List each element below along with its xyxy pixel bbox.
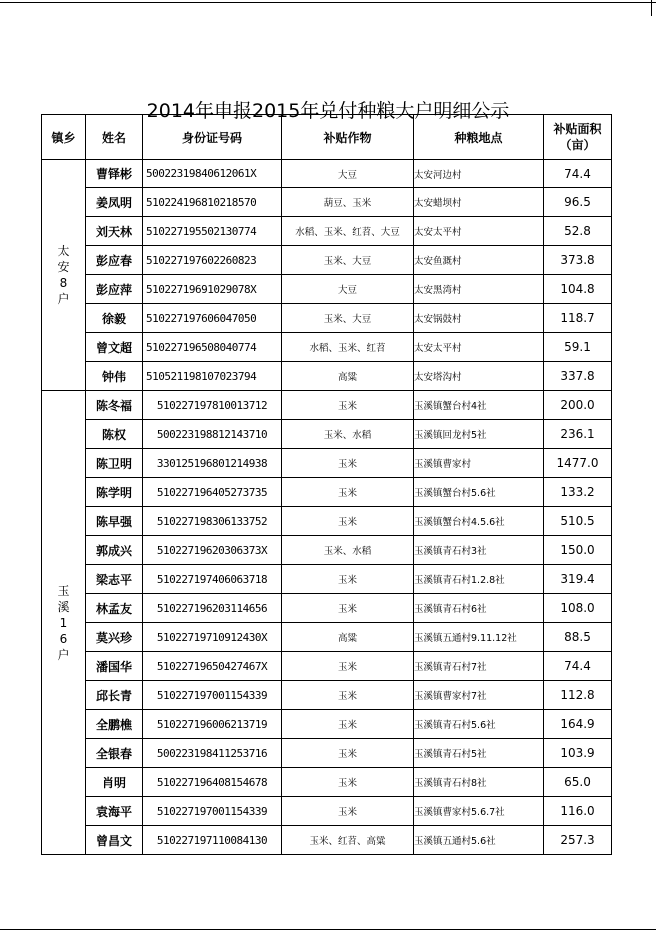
id-cell: 51022719650427467X xyxy=(143,652,282,681)
col-header-id: 身份证号码 xyxy=(143,115,282,160)
place-cell: 太安太平村 xyxy=(414,217,544,246)
place-cell: 玉溪镇青石村6社 xyxy=(414,594,544,623)
table-row xyxy=(42,594,612,623)
area-cell: 1477.0 xyxy=(544,449,612,478)
id-cell: 51022719620306373X xyxy=(143,536,282,565)
id-cell: 51022719691029078X xyxy=(143,275,282,304)
area-cell: 337.8 xyxy=(544,362,612,391)
table-row xyxy=(42,536,612,565)
id-cell: 510227196006213719 xyxy=(143,710,282,739)
crop-cell: 玉米 xyxy=(282,391,414,420)
subsidy-table xyxy=(41,114,612,855)
place-cell: 玉溪镇青石村8社 xyxy=(414,768,544,797)
page-title: 2014年申报2015年兑付种粮大户明细公示 xyxy=(146,99,510,122)
place-cell: 太安塔沟村 xyxy=(414,362,544,391)
table-row xyxy=(42,623,612,652)
id-cell: 510224196810218570 xyxy=(143,188,282,217)
name-cell: 陈早强 xyxy=(86,507,143,536)
header-row xyxy=(42,115,612,160)
id-cell: 510521198107023794 xyxy=(143,362,282,391)
id-cell: 510227197001154339 xyxy=(143,797,282,826)
table-row xyxy=(42,797,612,826)
col-header-area: 补贴面积（亩） xyxy=(544,115,612,160)
id-cell: 510227197606047050 xyxy=(143,304,282,333)
name-cell: 全鹏樵 xyxy=(86,710,143,739)
crop-cell: 玉米 xyxy=(282,797,414,826)
place-cell: 玉溪镇蟹台村4社 xyxy=(414,391,544,420)
area-cell: 164.9 xyxy=(544,710,612,739)
table-row xyxy=(42,652,612,681)
area-cell: 319.4 xyxy=(544,565,612,594)
town-cell xyxy=(42,160,86,391)
col-header-place: 种粮地点 xyxy=(414,115,544,160)
town-label: 玉溪16户 xyxy=(57,583,70,662)
name-cell: 肖明 xyxy=(86,768,143,797)
place-cell: 太安蜡坝村 xyxy=(414,188,544,217)
area-cell: 236.1 xyxy=(544,420,612,449)
name-cell: 曹铎彬 xyxy=(86,160,143,188)
id-cell: 510227197602260823 xyxy=(143,246,282,275)
place-cell: 玉溪镇蟹台村4.5.6社 xyxy=(414,507,544,536)
name-cell: 曾文超 xyxy=(86,333,143,362)
id-cell: 330125196801214938 xyxy=(143,449,282,478)
name-cell: 刘天林 xyxy=(86,217,143,246)
id-cell: 510227197110084130 xyxy=(143,826,282,855)
crop-cell: 玉米、水稻 xyxy=(282,420,414,449)
table-row xyxy=(42,565,612,594)
place-cell: 玉溪镇回龙村5社 xyxy=(414,420,544,449)
area-cell: 74.4 xyxy=(544,160,612,188)
name-cell: 钟伟 xyxy=(86,362,143,391)
area-cell: 133.2 xyxy=(544,478,612,507)
corner-mark xyxy=(651,0,652,16)
id-cell: 510227198306133752 xyxy=(143,507,282,536)
area-cell: 373.8 xyxy=(544,246,612,275)
place-cell: 玉溪镇青石村7社 xyxy=(414,652,544,681)
name-cell: 梁志平 xyxy=(86,565,143,594)
table-row xyxy=(42,275,612,304)
crop-cell: 玉米 xyxy=(282,768,414,797)
id-cell: 510227196203114656 xyxy=(143,594,282,623)
name-cell: 袁海平 xyxy=(86,797,143,826)
id-cell: 510227197810013712 xyxy=(143,391,282,420)
table-row xyxy=(42,160,612,188)
id-cell: 510227196408154678 xyxy=(143,768,282,797)
col-header-town: 镇乡 xyxy=(42,115,86,160)
name-cell: 潘国华 xyxy=(86,652,143,681)
area-cell: 150.0 xyxy=(544,536,612,565)
name-cell: 莫兴珍 xyxy=(86,623,143,652)
area-cell: 510.5 xyxy=(544,507,612,536)
crop-cell: 玉米 xyxy=(282,681,414,710)
place-cell: 玉溪镇五通村9.11.12社 xyxy=(414,623,544,652)
area-cell: 104.8 xyxy=(544,275,612,304)
place-cell: 玉溪镇青石村5.6社 xyxy=(414,710,544,739)
crop-cell: 水稻、玉米、红苕 xyxy=(282,333,414,362)
name-cell: 陈卫明 xyxy=(86,449,143,478)
place-cell: 玉溪镇曹家村7社 xyxy=(414,681,544,710)
area-cell: 88.5 xyxy=(544,623,612,652)
name-cell: 姜凤明 xyxy=(86,188,143,217)
name-cell: 彭应萍 xyxy=(86,275,143,304)
table-row xyxy=(42,478,612,507)
col-header-crop: 补贴作物 xyxy=(282,115,414,160)
place-cell: 太安锅鼓村 xyxy=(414,304,544,333)
name-cell: 曾昌文 xyxy=(86,826,143,855)
table-row xyxy=(42,420,612,449)
town-cell xyxy=(42,391,86,855)
table-body xyxy=(42,160,612,855)
area-cell: 65.0 xyxy=(544,768,612,797)
crop-cell: 玉米、红苕、高粱 xyxy=(282,826,414,855)
table-row xyxy=(42,391,612,420)
table-row xyxy=(42,217,612,246)
area-cell: 103.9 xyxy=(544,739,612,768)
place-cell: 太安黑湾村 xyxy=(414,275,544,304)
id-cell: 510227196508040774 xyxy=(143,333,282,362)
area-cell: 118.7 xyxy=(544,304,612,333)
area-cell: 52.8 xyxy=(544,217,612,246)
col-header-name: 姓名 xyxy=(86,115,143,160)
table-row xyxy=(42,304,612,333)
area-cell: 200.0 xyxy=(544,391,612,420)
id-cell: 510227196405273735 xyxy=(143,478,282,507)
area-cell: 74.4 xyxy=(544,652,612,681)
top-border-line xyxy=(0,2,656,3)
table-row xyxy=(42,826,612,855)
crop-cell: 玉米、水稻 xyxy=(282,536,414,565)
table-row xyxy=(42,768,612,797)
place-cell: 玉溪镇蟹台村5.6社 xyxy=(414,478,544,507)
id-cell: 50022319840612061X xyxy=(143,160,282,188)
crop-cell: 玉米 xyxy=(282,507,414,536)
crop-cell: 玉米 xyxy=(282,478,414,507)
name-cell: 徐毅 xyxy=(86,304,143,333)
name-cell: 彭应春 xyxy=(86,246,143,275)
crop-cell: 玉米 xyxy=(282,652,414,681)
place-cell: 太安河边村 xyxy=(414,160,544,188)
id-cell: 510227197406063718 xyxy=(143,565,282,594)
id-cell: 510227197001154339 xyxy=(143,681,282,710)
place-cell: 玉溪镇曹家村 xyxy=(414,449,544,478)
crop-cell: 水稻、玉米、红苕、大豆 xyxy=(282,217,414,246)
name-cell: 郭成兴 xyxy=(86,536,143,565)
table-row xyxy=(42,681,612,710)
table-row xyxy=(42,188,612,217)
name-cell: 全银春 xyxy=(86,739,143,768)
town-label: 太安8户 xyxy=(57,244,70,306)
crop-cell: 玉米、大豆 xyxy=(282,304,414,333)
crop-cell: 玉米 xyxy=(282,449,414,478)
place-cell: 玉溪镇青石村3社 xyxy=(414,536,544,565)
name-cell: 陈权 xyxy=(86,420,143,449)
area-cell: 96.5 xyxy=(544,188,612,217)
crop-cell: 玉米 xyxy=(282,594,414,623)
area-cell: 108.0 xyxy=(544,594,612,623)
table-row xyxy=(42,333,612,362)
bottom-border-line xyxy=(0,929,656,930)
crop-cell: 葫豆、玉米 xyxy=(282,188,414,217)
table-row xyxy=(42,362,612,391)
id-cell: 51022719710912430X xyxy=(143,623,282,652)
name-cell: 陈学明 xyxy=(86,478,143,507)
id-cell: 500223198411253716 xyxy=(143,739,282,768)
table-row xyxy=(42,507,612,536)
place-cell: 玉溪镇五通村5.6社 xyxy=(414,826,544,855)
id-cell: 510227195502130774 xyxy=(143,217,282,246)
place-cell: 玉溪镇青石村5社 xyxy=(414,739,544,768)
crop-cell: 大豆 xyxy=(282,160,414,188)
name-cell: 陈冬福 xyxy=(86,391,143,420)
area-cell: 257.3 xyxy=(544,826,612,855)
table-row xyxy=(42,739,612,768)
place-cell: 玉溪镇曹家村5.6.7社 xyxy=(414,797,544,826)
id-cell: 500223198812143710 xyxy=(143,420,282,449)
area-cell: 116.0 xyxy=(544,797,612,826)
table-row xyxy=(42,710,612,739)
crop-cell: 玉米 xyxy=(282,710,414,739)
table-row xyxy=(42,246,612,275)
place-cell: 玉溪镇青石村1.2.8社 xyxy=(414,565,544,594)
crop-cell: 玉米 xyxy=(282,739,414,768)
name-cell: 邱长青 xyxy=(86,681,143,710)
crop-cell: 高粱 xyxy=(282,362,414,391)
crop-cell: 玉米、大豆 xyxy=(282,246,414,275)
table-row xyxy=(42,449,612,478)
crop-cell: 玉米 xyxy=(282,565,414,594)
place-cell: 太安鱼溉村 xyxy=(414,246,544,275)
place-cell: 太安太平村 xyxy=(414,333,544,362)
name-cell: 林孟友 xyxy=(86,594,143,623)
area-cell: 112.8 xyxy=(544,681,612,710)
crop-cell: 大豆 xyxy=(282,275,414,304)
area-cell: 59.1 xyxy=(544,333,612,362)
crop-cell: 高粱 xyxy=(282,623,414,652)
